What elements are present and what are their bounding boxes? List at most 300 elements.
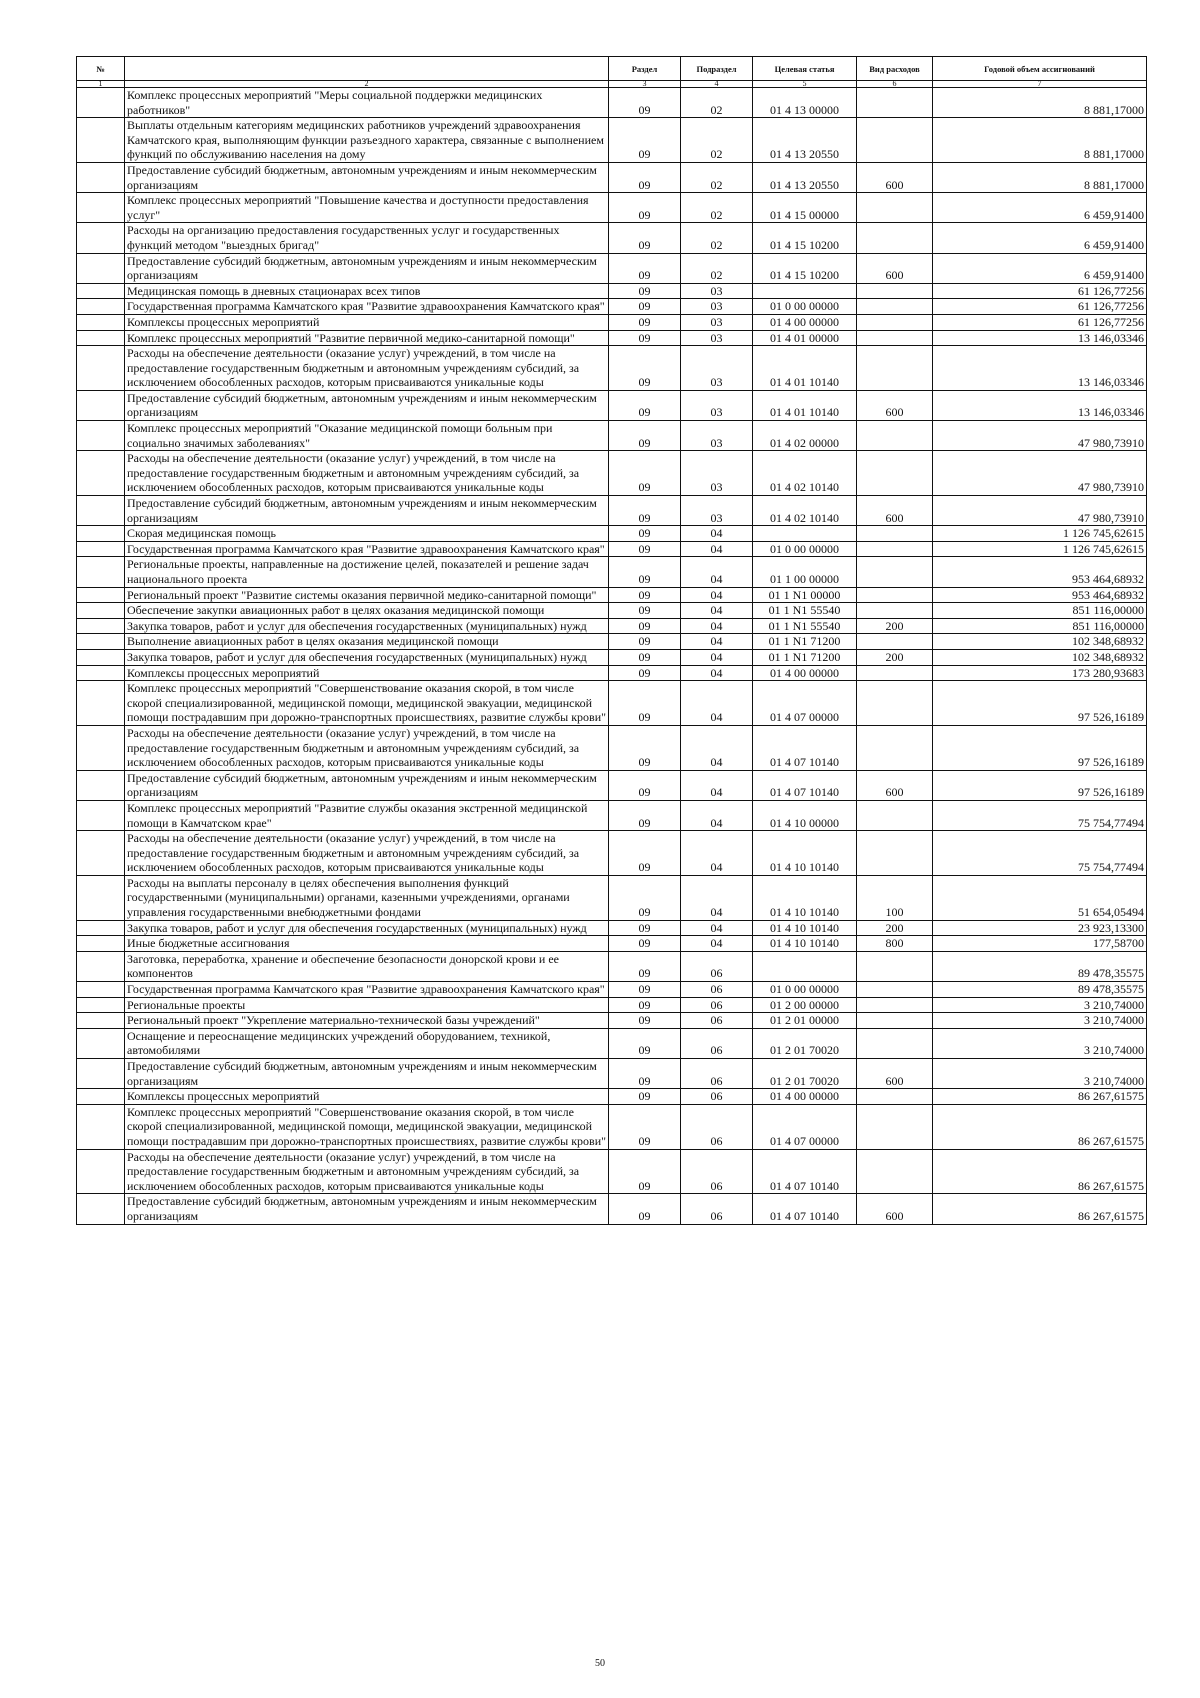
subsection-cell: 04 <box>681 770 753 800</box>
target-article-cell: 01 1 00 00000 <box>753 557 857 587</box>
section-cell: 09 <box>609 997 681 1013</box>
target-article-cell: 01 1 N1 55540 <box>753 603 857 619</box>
amount-cell: 89 478,35575 <box>933 982 1147 998</box>
section-cell: 09 <box>609 634 681 650</box>
row-number-cell <box>77 162 125 192</box>
subsection-cell: 03 <box>681 390 753 420</box>
expense-name-cell: Государственная программа Камчатского края "Развитие здравоохранения Камчатского края" <box>125 541 609 557</box>
header-target-article: Целевая статья <box>753 57 857 81</box>
expense-name-cell: Комплекс процессных мероприятий "Развитие первичной медико-санитарной помощи" <box>125 330 609 346</box>
row-number-cell <box>77 526 125 542</box>
table-row <box>77 587 1147 603</box>
target-article-cell: 01 1 N1 00000 <box>753 587 857 603</box>
expense-name-cell: Медицинская помощь в дневных стационарах всех типов <box>125 283 609 299</box>
amount-cell: 86 267,61575 <box>933 1089 1147 1105</box>
row-number-cell <box>77 557 125 587</box>
row-number-cell <box>77 603 125 619</box>
amount-cell: 8 881,17000 <box>933 162 1147 192</box>
section-cell: 09 <box>609 193 681 223</box>
table-row <box>77 649 1147 665</box>
expense-type-cell <box>857 421 933 451</box>
target-article-cell: 01 1 N1 55540 <box>753 618 857 634</box>
expense-type-cell <box>857 665 933 681</box>
expense-name-cell: Государственная программа Камчатского края "Развитие здравоохранения Камчатского края" <box>125 299 609 315</box>
section-cell: 09 <box>609 618 681 634</box>
amount-cell: 851 116,00000 <box>933 618 1147 634</box>
expense-type-cell <box>857 346 933 391</box>
subsection-cell: 02 <box>681 223 753 253</box>
row-number-cell <box>77 770 125 800</box>
table-row <box>77 223 1147 253</box>
subsection-cell: 02 <box>681 253 753 283</box>
subsection-cell: 04 <box>681 557 753 587</box>
section-cell: 09 <box>609 496 681 526</box>
subsection-cell: 06 <box>681 1104 753 1149</box>
amount-cell: 3 210,74000 <box>933 1028 1147 1058</box>
expense-type-cell <box>857 681 933 726</box>
subsection-cell: 03 <box>681 346 753 391</box>
expense-name-cell: Комплекс процессных мероприятий "Совершенствование оказания скорой, в том числе скорой специализированной, медицинской помощи, медицинской эвакуации, медицинской помощи пострадавшим при дорожно-транспортных происшествиях, развитие службы крови" <box>125 1104 609 1149</box>
row-number-cell <box>77 1104 125 1149</box>
table-row <box>77 526 1147 542</box>
expense-type-cell <box>857 725 933 770</box>
table-row <box>77 831 1147 876</box>
expense-name-cell: Региональные проекты, направленные на достижение целей, показателей и решение задач национального проекта <box>125 557 609 587</box>
table-row <box>77 541 1147 557</box>
section-cell: 09 <box>609 1149 681 1194</box>
target-article-cell: 01 4 10 10140 <box>753 936 857 952</box>
row-number-cell <box>77 936 125 952</box>
expense-type-cell <box>857 118 933 163</box>
expense-name-cell: Предоставление субсидий бюджетным, автономным учреждениям и иным некоммерческим организациям <box>125 1194 609 1224</box>
target-article-cell: 01 4 15 00000 <box>753 193 857 223</box>
target-article-cell: 01 1 N1 71200 <box>753 649 857 665</box>
section-cell: 09 <box>609 920 681 936</box>
target-article-cell: 01 4 10 10140 <box>753 831 857 876</box>
header-number: № <box>77 57 125 81</box>
table-row <box>77 770 1147 800</box>
expense-name-cell: Оснащение и переоснащение медицинских учреждений оборудованием, техникой, автомобилями <box>125 1028 609 1058</box>
target-article-cell: 01 4 15 10200 <box>753 223 857 253</box>
section-cell: 09 <box>609 587 681 603</box>
row-number-cell <box>77 649 125 665</box>
subsection-cell: 04 <box>681 831 753 876</box>
amount-cell: 47 980,73910 <box>933 451 1147 496</box>
expense-type-cell: 600 <box>857 1194 933 1224</box>
expense-name-cell: Комплекс процессных мероприятий "Повышение качества и доступности предоставления услуг" <box>125 193 609 223</box>
table-row <box>77 1028 1147 1058</box>
row-number-cell <box>77 951 125 981</box>
table-row <box>77 603 1147 619</box>
row-number-cell <box>77 1089 125 1105</box>
row-number-cell <box>77 421 125 451</box>
expense-name-cell: Комплекс процессных мероприятий "Оказание медицинской помощи больным при социально значимых заболеваниях" <box>125 421 609 451</box>
expense-name-cell: Предоставление субсидий бюджетным, автономным учреждениям и иным некоммерческим организациям <box>125 253 609 283</box>
table-row <box>77 557 1147 587</box>
amount-cell: 953 464,68932 <box>933 557 1147 587</box>
table-row <box>77 193 1147 223</box>
expense-name-cell: Закупка товаров, работ и услуг для обеспечения государственных (муниципальных) нужд <box>125 649 609 665</box>
target-article-cell: 01 4 07 10140 <box>753 1149 857 1194</box>
expense-type-cell <box>857 526 933 542</box>
table-row <box>77 390 1147 420</box>
expense-name-cell: Предоставление субсидий бюджетным, автономным учреждениям и иным некоммерческим организациям <box>125 162 609 192</box>
amount-cell: 3 210,74000 <box>933 1013 1147 1029</box>
section-cell: 09 <box>609 800 681 830</box>
expense-type-cell <box>857 634 933 650</box>
table-row <box>77 421 1147 451</box>
section-cell: 09 <box>609 421 681 451</box>
expense-type-cell: 600 <box>857 390 933 420</box>
expense-type-cell <box>857 1013 933 1029</box>
section-cell: 09 <box>609 936 681 952</box>
table-row <box>77 875 1147 920</box>
target-article-cell: 01 4 02 00000 <box>753 421 857 451</box>
section-cell: 09 <box>609 283 681 299</box>
subsection-cell: 03 <box>681 330 753 346</box>
expense-name-cell: Расходы на обеспечение деятельности (оказание услуг) учреждений, в том числе на предоставление государственным бюджетным и автономным учреждениям субсидий, за исключением обособленных расходов, которым присваиваются уникальные коды <box>125 831 609 876</box>
subsection-cell: 03 <box>681 451 753 496</box>
expense-type-cell <box>857 1104 933 1149</box>
row-number-cell <box>77 681 125 726</box>
target-article-cell <box>753 526 857 542</box>
row-number-cell <box>77 193 125 223</box>
target-article-cell: 01 4 01 10140 <box>753 390 857 420</box>
row-number-cell <box>77 725 125 770</box>
row-number-cell <box>77 283 125 299</box>
subsection-cell: 04 <box>681 725 753 770</box>
table-row <box>77 725 1147 770</box>
section-cell: 09 <box>609 253 681 283</box>
expense-type-cell: 600 <box>857 770 933 800</box>
target-article-cell: 01 4 07 00000 <box>753 1104 857 1149</box>
amount-cell: 8 881,17000 <box>933 118 1147 163</box>
expense-type-cell <box>857 982 933 998</box>
section-cell: 09 <box>609 390 681 420</box>
table-row <box>77 1194 1147 1224</box>
subsection-cell: 04 <box>681 587 753 603</box>
subsection-cell: 04 <box>681 634 753 650</box>
expense-type-cell <box>857 1089 933 1105</box>
target-article-cell: 01 1 N1 71200 <box>753 634 857 650</box>
target-article-cell: 01 4 13 20550 <box>753 162 857 192</box>
subsection-cell: 04 <box>681 541 753 557</box>
table-row <box>77 634 1147 650</box>
section-cell: 09 <box>609 982 681 998</box>
subsection-cell: 04 <box>681 936 753 952</box>
amount-cell: 86 267,61575 <box>933 1194 1147 1224</box>
table-row <box>77 283 1147 299</box>
amount-cell: 953 464,68932 <box>933 587 1147 603</box>
expense-type-cell: 600 <box>857 253 933 283</box>
section-cell: 09 <box>609 88 681 118</box>
target-article-cell: 01 4 01 00000 <box>753 330 857 346</box>
table-row <box>77 1089 1147 1105</box>
expense-name-cell: Расходы на обеспечение деятельности (оказание услуг) учреждений, в том числе на предоставление государственным бюджетным и автономным учреждениям субсидий, за исключением обособленных расходов, которым присваиваются уникальные коды <box>125 346 609 391</box>
row-number-cell <box>77 1194 125 1224</box>
expense-type-cell: 600 <box>857 1059 933 1089</box>
section-cell: 09 <box>609 770 681 800</box>
table-row <box>77 997 1147 1013</box>
expense-type-cell <box>857 800 933 830</box>
row-number-cell <box>77 1013 125 1029</box>
table-row <box>77 451 1147 496</box>
row-number-cell <box>77 1059 125 1089</box>
expense-name-cell: Обеспечение закупки авиационных работ в целях оказания медицинской помощи <box>125 603 609 619</box>
subsection-cell: 06 <box>681 951 753 981</box>
expense-name-cell: Государственная программа Камчатского края "Развитие здравоохранения Камчатского края" <box>125 982 609 998</box>
section-cell: 09 <box>609 665 681 681</box>
expense-name-cell: Региональный проект "Укрепление материально-технической базы учреждений" <box>125 1013 609 1029</box>
amount-cell: 97 526,16189 <box>933 725 1147 770</box>
row-number-cell <box>77 88 125 118</box>
target-article-cell: 01 4 10 10140 <box>753 920 857 936</box>
expense-type-cell: 600 <box>857 162 933 192</box>
amount-cell: 6 459,91400 <box>933 193 1147 223</box>
amount-cell: 13 146,03346 <box>933 330 1147 346</box>
expense-type-cell <box>857 557 933 587</box>
expense-name-cell: Расходы на обеспечение деятельности (оказание услуг) учреждений, в том числе на предоставление государственным бюджетным и автономным учреждениям субсидий, за исключением обособленных расходов, которым присваиваются уникальные коды <box>125 1149 609 1194</box>
subsection-cell: 06 <box>681 1013 753 1029</box>
expense-name-cell: Расходы на организацию предоставления государственных услуг и государственных функций методом "выездных бригад" <box>125 223 609 253</box>
column-number: 5 <box>753 81 857 88</box>
column-number: 6 <box>857 81 933 88</box>
table-row <box>77 665 1147 681</box>
section-cell: 09 <box>609 951 681 981</box>
expense-type-cell <box>857 330 933 346</box>
section-cell: 09 <box>609 1194 681 1224</box>
section-cell: 09 <box>609 1089 681 1105</box>
column-number-row <box>77 81 1147 88</box>
section-cell: 09 <box>609 299 681 315</box>
subsection-cell: 04 <box>681 526 753 542</box>
row-number-cell <box>77 223 125 253</box>
amount-cell: 75 754,77494 <box>933 800 1147 830</box>
row-number-cell <box>77 875 125 920</box>
amount-cell: 177,58700 <box>933 936 1147 952</box>
table-row <box>77 330 1147 346</box>
expense-type-cell: 800 <box>857 936 933 952</box>
target-article-cell: 01 0 00 00000 <box>753 541 857 557</box>
target-article-cell: 01 4 02 10140 <box>753 451 857 496</box>
expense-name-cell: Предоставление субсидий бюджетным, автономным учреждениям и иным некоммерческим организациям <box>125 390 609 420</box>
subsection-cell: 04 <box>681 681 753 726</box>
table-row <box>77 982 1147 998</box>
section-cell: 09 <box>609 875 681 920</box>
expense-name-cell: Региональные проекты <box>125 997 609 1013</box>
table-row <box>77 1013 1147 1029</box>
expense-type-cell <box>857 1149 933 1194</box>
expense-type-cell <box>857 951 933 981</box>
column-number: 2 <box>125 81 609 88</box>
amount-cell: 61 126,77256 <box>933 314 1147 330</box>
expense-type-cell <box>857 997 933 1013</box>
amount-cell: 89 478,35575 <box>933 951 1147 981</box>
row-number-cell <box>77 665 125 681</box>
row-number-cell <box>77 1028 125 1058</box>
expense-name-cell: Комплексы процессных мероприятий <box>125 665 609 681</box>
amount-cell: 102 348,68932 <box>933 649 1147 665</box>
subsection-cell: 06 <box>681 1059 753 1089</box>
row-number-cell <box>77 346 125 391</box>
expense-name-cell: Закупка товаров, работ и услуг для обеспечения государственных (муниципальных) нужд <box>125 920 609 936</box>
amount-cell: 97 526,16189 <box>933 770 1147 800</box>
table-row <box>77 1104 1147 1149</box>
subsection-cell: 06 <box>681 982 753 998</box>
expense-type-cell <box>857 587 933 603</box>
amount-cell: 13 146,03346 <box>933 346 1147 391</box>
row-number-cell <box>77 496 125 526</box>
page-number: 50 <box>595 1658 605 1669</box>
target-article-cell: 01 2 00 00000 <box>753 997 857 1013</box>
row-number-cell <box>77 634 125 650</box>
target-article-cell: 01 4 13 20550 <box>753 118 857 163</box>
subsection-cell: 06 <box>681 1149 753 1194</box>
section-cell: 09 <box>609 681 681 726</box>
subsection-cell: 03 <box>681 421 753 451</box>
subsection-cell: 04 <box>681 920 753 936</box>
section-cell: 09 <box>609 557 681 587</box>
expense-name-cell: Выполнение авиационных работ в целях оказания медицинской помощи <box>125 634 609 650</box>
amount-cell: 6 459,91400 <box>933 253 1147 283</box>
amount-cell: 173 280,93683 <box>933 665 1147 681</box>
header-expense-type: Вид расходов <box>857 57 933 81</box>
amount-cell: 61 126,77256 <box>933 299 1147 315</box>
section-cell: 09 <box>609 1028 681 1058</box>
section-cell: 09 <box>609 603 681 619</box>
subsection-cell: 03 <box>681 496 753 526</box>
expense-type-cell: 100 <box>857 875 933 920</box>
subsection-cell: 04 <box>681 875 753 920</box>
amount-cell: 86 267,61575 <box>933 1104 1147 1149</box>
amount-cell: 8 881,17000 <box>933 88 1147 118</box>
row-number-cell <box>77 982 125 998</box>
subsection-cell: 02 <box>681 88 753 118</box>
expense-type-cell: 200 <box>857 618 933 634</box>
amount-cell: 75 754,77494 <box>933 831 1147 876</box>
row-number-cell <box>77 390 125 420</box>
table-row <box>77 800 1147 830</box>
column-number: 7 <box>933 81 1147 88</box>
target-article-cell: 01 4 10 00000 <box>753 800 857 830</box>
section-cell: 09 <box>609 1013 681 1029</box>
table-row <box>77 681 1147 726</box>
table-row <box>77 951 1147 981</box>
target-article-cell: 01 0 00 00000 <box>753 982 857 998</box>
row-number-cell <box>77 299 125 315</box>
expense-name-cell: Скорая медицинская помощь <box>125 526 609 542</box>
target-article-cell: 01 4 07 10140 <box>753 725 857 770</box>
table-row <box>77 618 1147 634</box>
target-article-cell: 01 4 10 10140 <box>753 875 857 920</box>
table-row <box>77 162 1147 192</box>
column-number: 4 <box>681 81 753 88</box>
amount-cell: 1 126 745,62615 <box>933 526 1147 542</box>
expense-type-cell <box>857 1028 933 1058</box>
section-cell: 09 <box>609 451 681 496</box>
section-cell: 09 <box>609 223 681 253</box>
expense-name-cell: Комплекс процессных мероприятий "Совершенствование оказания скорой, в том числе скорой специализированной, медицинской помощи, медицинской эвакуации, медицинской помощи пострадавшим при дорожно-транспортных происшествиях, развитие службы крови" <box>125 681 609 726</box>
subsection-cell: 02 <box>681 118 753 163</box>
table-row <box>77 314 1147 330</box>
amount-cell: 51 654,05494 <box>933 875 1147 920</box>
expense-name-cell: Предоставление субсидий бюджетным, автономным учреждениям и иным некоммерческим организациям <box>125 770 609 800</box>
subsection-cell: 03 <box>681 314 753 330</box>
expense-type-cell <box>857 451 933 496</box>
target-article-cell: 01 2 01 70020 <box>753 1059 857 1089</box>
expense-name-cell: Предоставление субсидий бюджетным, автономным учреждениям и иным некоммерческим организациям <box>125 496 609 526</box>
row-number-cell <box>77 618 125 634</box>
section-cell: 09 <box>609 725 681 770</box>
expense-type-cell <box>857 541 933 557</box>
expense-name-cell: Заготовка, переработка, хранение и обеспечение безопасности донорской крови и ее компонентов <box>125 951 609 981</box>
expense-name-cell: Комплекс процессных мероприятий "Развитие службы оказания экстренной медицинской помощи в Камчатском крае" <box>125 800 609 830</box>
section-cell: 09 <box>609 1104 681 1149</box>
amount-cell: 97 526,16189 <box>933 681 1147 726</box>
expense-type-cell <box>857 193 933 223</box>
table-row <box>77 88 1147 118</box>
subsection-cell: 04 <box>681 603 753 619</box>
amount-cell: 851 116,00000 <box>933 603 1147 619</box>
section-cell: 09 <box>609 330 681 346</box>
subsection-cell: 04 <box>681 649 753 665</box>
section-cell: 09 <box>609 346 681 391</box>
subsection-cell: 03 <box>681 299 753 315</box>
amount-cell: 102 348,68932 <box>933 634 1147 650</box>
subsection-cell: 02 <box>681 162 753 192</box>
section-cell: 09 <box>609 526 681 542</box>
section-cell: 09 <box>609 162 681 192</box>
section-cell: 09 <box>609 1059 681 1089</box>
expense-type-cell: 200 <box>857 649 933 665</box>
table-row <box>77 1059 1147 1089</box>
expense-type-cell: 600 <box>857 496 933 526</box>
budget-allocation-table <box>76 56 1147 1225</box>
header-name <box>125 57 609 81</box>
subsection-cell: 04 <box>681 800 753 830</box>
table-body <box>77 88 1147 1225</box>
target-article-cell: 01 4 15 10200 <box>753 253 857 283</box>
expense-name-cell: Региональный проект "Развитие системы оказания первичной медико-санитарной помощи" <box>125 587 609 603</box>
row-number-cell <box>77 451 125 496</box>
target-article-cell: 01 4 07 10140 <box>753 770 857 800</box>
subsection-cell: 03 <box>681 283 753 299</box>
expense-name-cell: Комплексы процессных мероприятий <box>125 314 609 330</box>
target-article-cell: 01 4 13 00000 <box>753 88 857 118</box>
subsection-cell: 02 <box>681 193 753 223</box>
expense-type-cell <box>857 314 933 330</box>
target-article-cell: 01 4 01 10140 <box>753 346 857 391</box>
amount-cell: 47 980,73910 <box>933 496 1147 526</box>
expense-type-cell: 200 <box>857 920 933 936</box>
table-row <box>77 299 1147 315</box>
subsection-cell: 04 <box>681 618 753 634</box>
row-number-cell <box>77 920 125 936</box>
table-row <box>77 253 1147 283</box>
expense-type-cell <box>857 831 933 876</box>
subsection-cell: 06 <box>681 1194 753 1224</box>
target-article-cell <box>753 951 857 981</box>
amount-cell: 6 459,91400 <box>933 223 1147 253</box>
table-row <box>77 496 1147 526</box>
section-cell: 09 <box>609 314 681 330</box>
column-number: 1 <box>77 81 125 88</box>
subsection-cell: 06 <box>681 1089 753 1105</box>
table-row <box>77 920 1147 936</box>
expense-type-cell <box>857 88 933 118</box>
table-header-row <box>77 57 1147 81</box>
target-article-cell: 01 4 07 10140 <box>753 1194 857 1224</box>
